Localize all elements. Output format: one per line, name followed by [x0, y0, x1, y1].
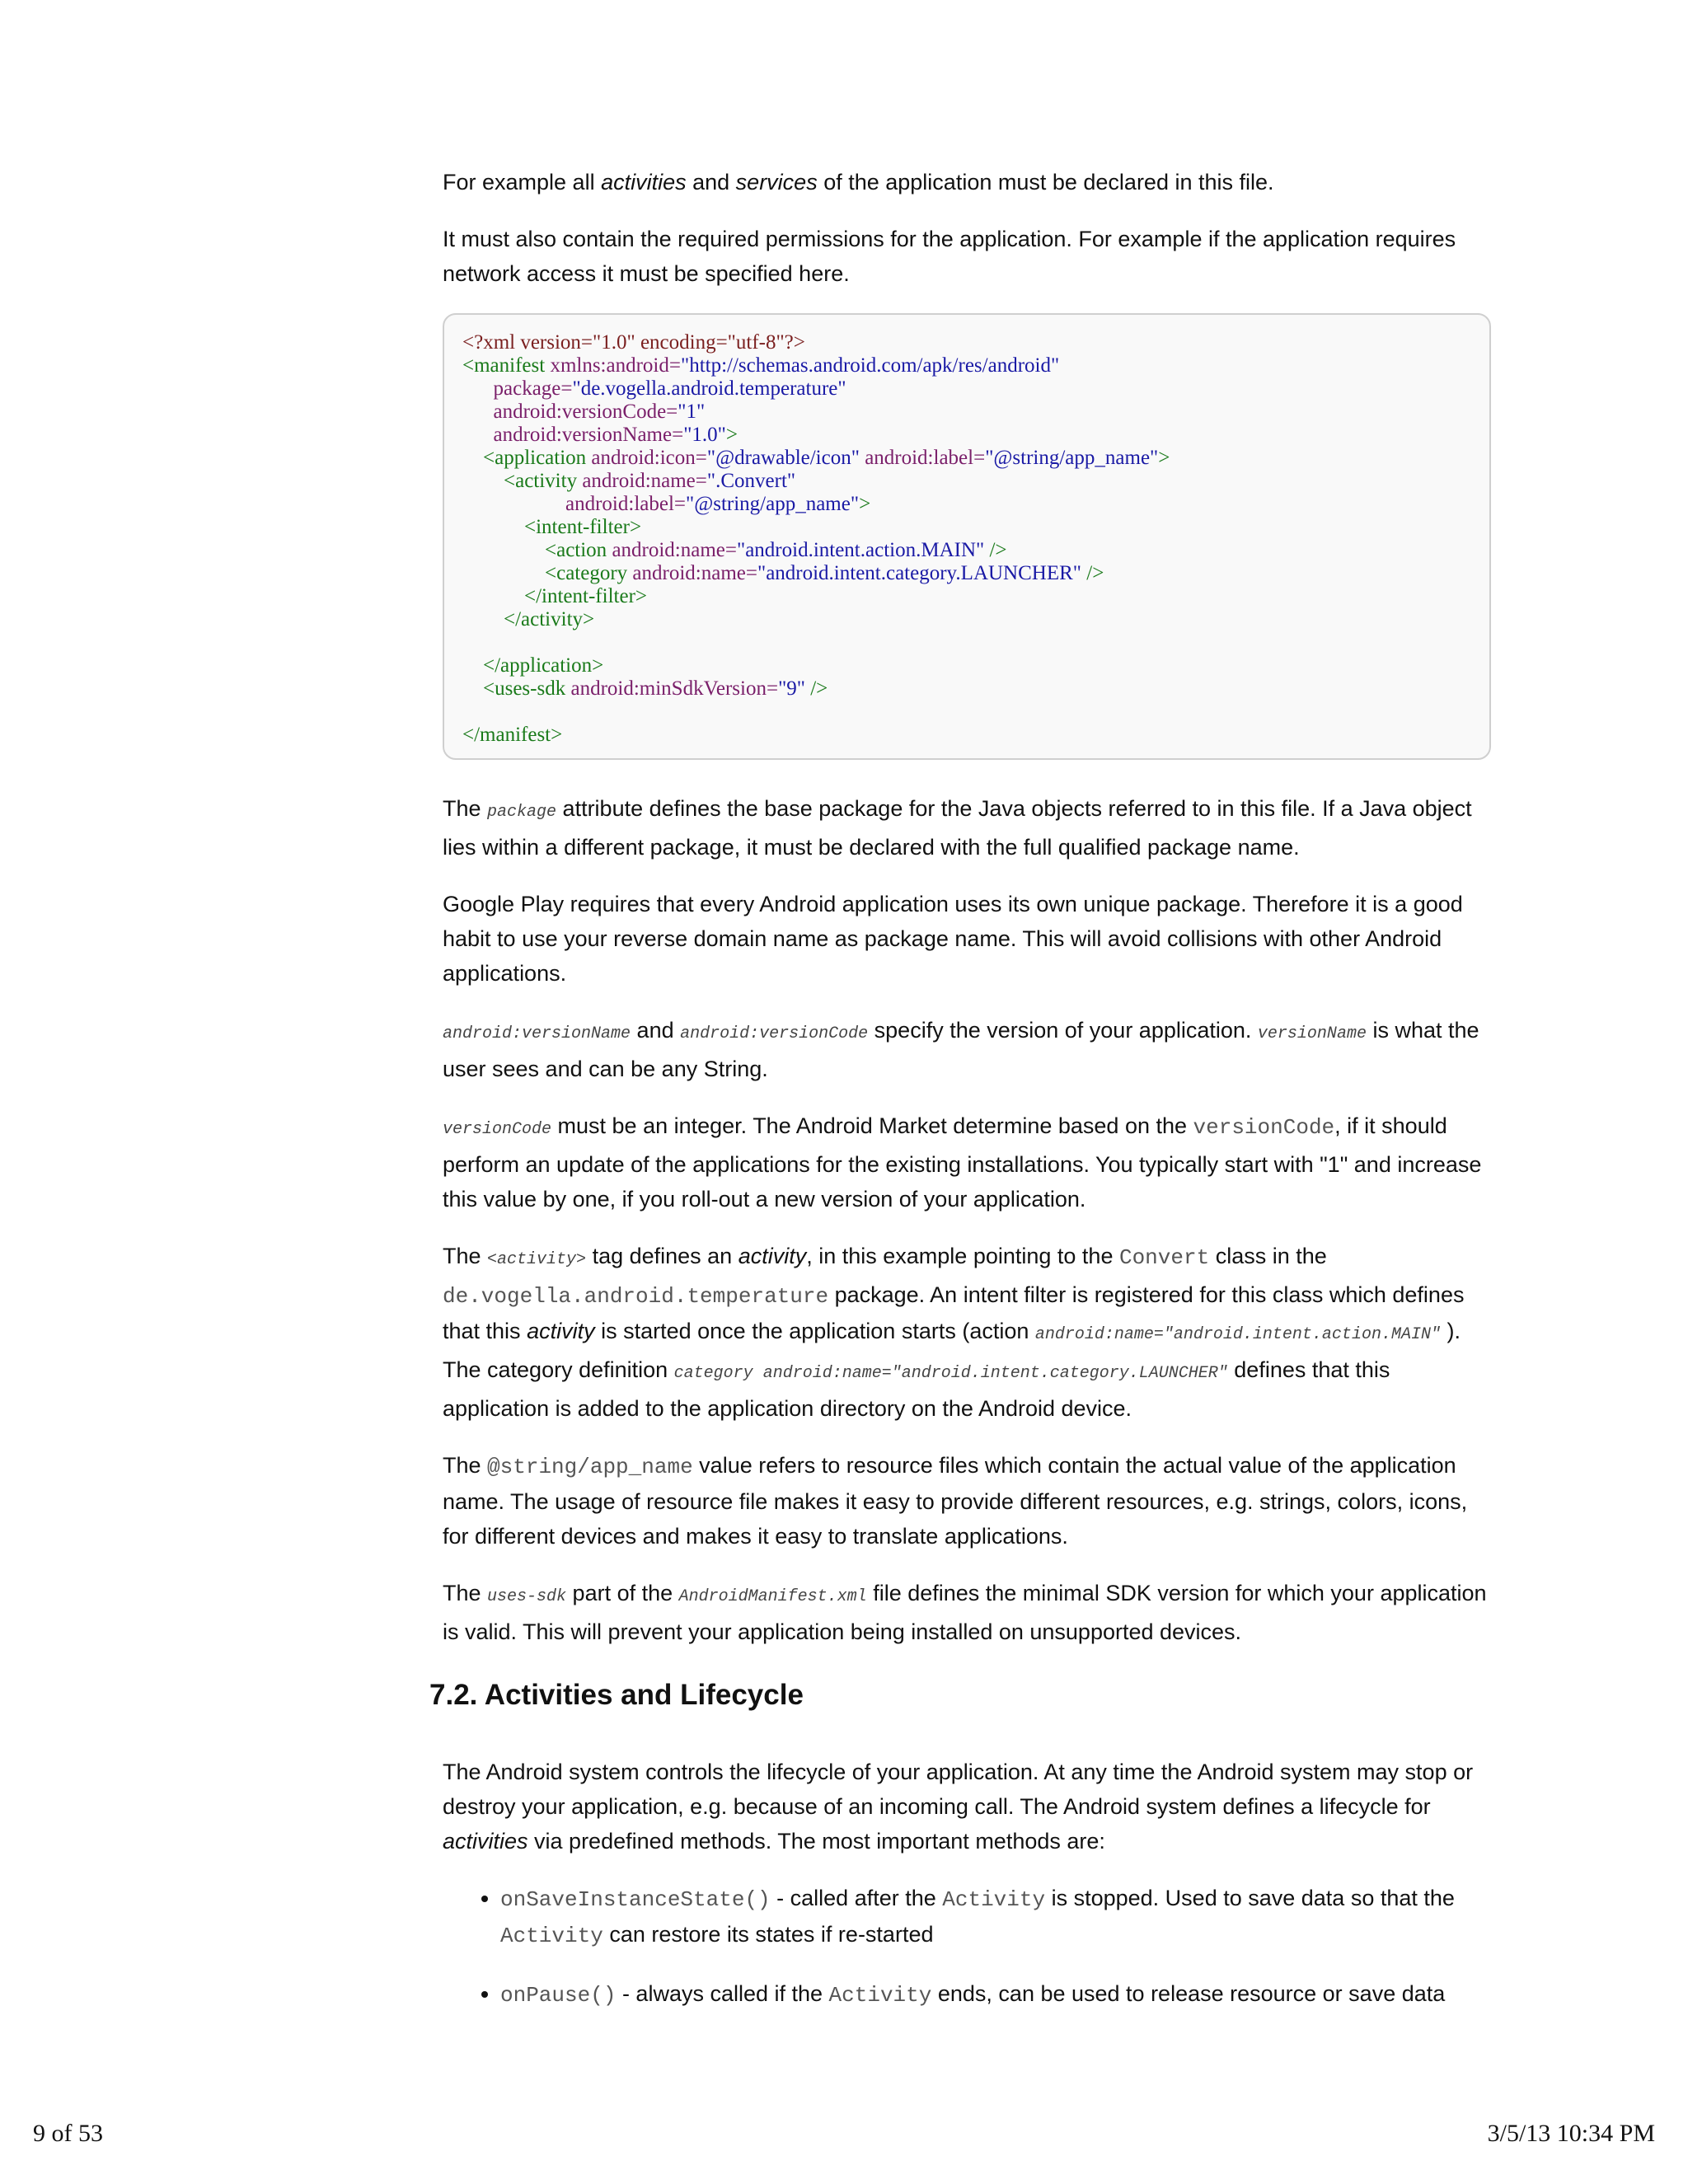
text: and	[686, 170, 736, 194]
code-line: </manifest>	[462, 724, 563, 746]
paragraph-permissions: It must also contain the required permissions for the application. For example if the application requires network access it must be specified here.	[443, 227, 1456, 286]
code-line	[462, 493, 1471, 516]
code-attr: android:versionCode=	[462, 401, 678, 423]
code-tag: <uses-sdk	[462, 677, 571, 700]
text: The	[443, 1581, 488, 1605]
paragraph-version	[443, 1013, 1491, 1086]
paragraph-app-name	[443, 1448, 1491, 1554]
text: class in the	[1209, 1244, 1327, 1268]
code-line-blank	[462, 631, 1471, 654]
section-heading: 7.2. Activities and Lifecycle	[429, 1679, 804, 1711]
code-tag: <category	[462, 562, 633, 584]
code-value: "9"	[778, 677, 805, 700]
code-line	[462, 424, 1471, 447]
code-attr: xmlns:android=	[550, 354, 681, 377]
page-number: 9 of 53	[33, 2120, 103, 2147]
code-attr: android:name=	[582, 470, 707, 492]
inline-code: onSaveInstanceState()	[500, 1887, 771, 1912]
code-line	[462, 562, 1471, 585]
text: part of the	[566, 1581, 679, 1605]
inline-code: onPause()	[500, 1983, 617, 2008]
code-line: <?xml version="1.0" encoding="utf-8"?>	[462, 331, 805, 354]
code-line	[462, 677, 1471, 701]
inline-code: versionCode	[1193, 1115, 1335, 1140]
text: - called after the	[770, 1886, 943, 1910]
code-punct: />	[984, 539, 1007, 561]
inline-code: Activity	[942, 1887, 1046, 1912]
text: The	[443, 1244, 488, 1268]
inline-code: category android:name="android.intent.category.LAUNCHER"	[673, 1364, 1228, 1383]
code-attr: android:versionName=	[462, 424, 684, 446]
code-attr: android:name=	[632, 562, 757, 584]
code-punct: />	[1081, 562, 1104, 584]
paragraph-google-play: Google Play requires that every Android application uses its own unique package. Therefore it is a good habit to use your reverse domain name as package name. This will avoid collisions with other Android applications.	[443, 892, 1463, 986]
code-value: "@string/app_name"	[686, 493, 860, 515]
code-line: <intent-filter>	[462, 516, 642, 538]
paragraph-uses-sdk	[443, 1576, 1491, 1649]
code-value: "@drawable/icon"	[706, 447, 860, 469]
paragraph-package	[443, 791, 1491, 865]
text: file defines the minimal SDK version for which your application is valid. This will prevent your application being installed on unsupported devices.	[443, 1581, 1487, 1644]
code-line-blank	[462, 701, 1471, 724]
text: must be an integer. The Android Market determine based on the	[551, 1113, 1193, 1138]
text: attribute defines the base package for the Java objects referred to in this file. If a Java object lies within a different package, it must be declared with the full qualified package name.	[443, 796, 1472, 860]
code-value: "android.intent.action.MAIN"	[737, 539, 985, 561]
emphasis: services	[735, 170, 818, 194]
text: can restore its states if re-started	[603, 1922, 934, 1947]
code-tag: <manifest	[462, 354, 551, 377]
code-tag: <application	[462, 447, 592, 469]
text: The	[443, 796, 488, 821]
paragraph-version-code	[443, 1108, 1491, 1216]
code-tag: <activity	[462, 470, 583, 492]
code-attr: package=	[462, 377, 573, 400]
code-punct: >	[725, 424, 738, 446]
inline-code: de.vogella.android.temperature	[443, 1284, 829, 1309]
code-listing	[443, 313, 1491, 760]
paragraph-declarations	[443, 165, 1491, 199]
emphasis: activity	[738, 1244, 807, 1268]
code-line	[462, 354, 1471, 377]
code-attr: android:label=	[462, 493, 686, 515]
emphasis: activities	[601, 170, 687, 194]
text: is what the user sees and can be any String.	[443, 1018, 1479, 1081]
text: package. An intent filter is registered for this class which defines that this	[443, 1282, 1465, 1343]
code-attr: android:name=	[612, 539, 737, 561]
text: via predefined methods. The most important methods are:	[528, 1829, 1105, 1854]
code-value: ".Convert"	[706, 470, 796, 492]
inline-code: android:versionCode	[680, 1024, 869, 1043]
text: - always called if the	[616, 1981, 829, 2006]
inline-code: versionCode	[443, 1120, 552, 1139]
text: is stopped. Used to save data so that the	[1045, 1886, 1455, 1910]
text: The	[443, 1453, 488, 1478]
list-item	[500, 1881, 1491, 1953]
code-attr: android:minSdkVersion=	[570, 677, 779, 700]
inline-code: android:name="android.intent.action.MAIN"	[1034, 1325, 1441, 1344]
lifecycle-method-list	[443, 1881, 1491, 2013]
code-value: "http://schemas.android.com/apk/res/android"	[680, 354, 1060, 377]
code-line	[462, 447, 1471, 470]
code-value: "1"	[678, 401, 706, 423]
text: The Android system controls the lifecycle of your application. At any time the Android system may stop or destroy your application, e.g. because of an incoming call. The Android system defines a lifecycle for	[443, 1760, 1474, 1819]
code-value: "android.intent.category.LAUNCHER"	[757, 562, 1081, 584]
code-punct: >	[1158, 447, 1170, 469]
text: is started once the application starts (action	[594, 1319, 1035, 1343]
inline-code: Activity	[828, 1983, 932, 2008]
inline-code: Activity	[500, 1924, 603, 1948]
inline-code: package	[487, 803, 557, 822]
code-attr: android:icon=	[591, 447, 707, 469]
inline-code: <activity>	[487, 1250, 587, 1269]
text: and	[631, 1018, 681, 1043]
text: , if it should perform an update of the applications for the existing installations. You typically start with "1" and increase this value by one, if you roll-out a new version of your application.	[443, 1113, 1482, 1212]
inline-code: AndroidManifest.xml	[678, 1587, 867, 1606]
paragraph-lifecycle	[443, 1755, 1491, 1858]
document-body	[429, 165, 1491, 2036]
text: , in this example pointing to the	[806, 1244, 1119, 1268]
code-line: </application>	[462, 654, 604, 677]
text: tag defines an	[586, 1244, 738, 1268]
inline-code: versionName	[1257, 1024, 1367, 1043]
inline-code: uses-sdk	[487, 1587, 567, 1606]
inline-code: android:versionName	[443, 1024, 631, 1043]
code-line: </activity>	[462, 608, 595, 630]
print-timestamp: 3/5/13 10:34 PM	[1487, 2120, 1655, 2147]
code-line	[462, 470, 1471, 493]
code-punct: >	[859, 493, 871, 515]
code-line	[462, 377, 1471, 401]
code-line: </intent-filter>	[462, 585, 647, 607]
text: of the application must be declared in this file.	[817, 170, 1274, 194]
code-attr: android:label=	[859, 447, 986, 469]
inline-code: Convert	[1118, 1245, 1210, 1270]
text: defines that this application is added to the application directory on the Android device.	[443, 1357, 1390, 1421]
text: ). The category definition	[443, 1319, 1461, 1382]
emphasis: activities	[443, 1829, 528, 1854]
emphasis: activity	[527, 1319, 595, 1343]
code-value: "de.vogella.android.temperature"	[572, 377, 846, 400]
text: For example all	[443, 170, 602, 194]
code-value: "1.0"	[683, 424, 726, 446]
code-line	[462, 539, 1471, 562]
list-item	[500, 1976, 1491, 2013]
text: value refers to resource files which contain the actual value of the application name. The usage of resource file makes it easy to provide different resources, e.g. strings, colors, icons, for different devices and makes it easy to translate applications.	[443, 1453, 1468, 1549]
text: ends, can be used to release resource or save data	[931, 1981, 1446, 2006]
paragraph-activity	[443, 1239, 1491, 1426]
code-line	[462, 401, 1471, 424]
inline-code: @string/app_name	[487, 1455, 693, 1479]
code-tag: <action	[462, 539, 612, 561]
code-punct: />	[804, 677, 828, 700]
text: specify the version of your application.	[868, 1018, 1258, 1043]
code-value: "@string/app_name"	[985, 447, 1159, 469]
